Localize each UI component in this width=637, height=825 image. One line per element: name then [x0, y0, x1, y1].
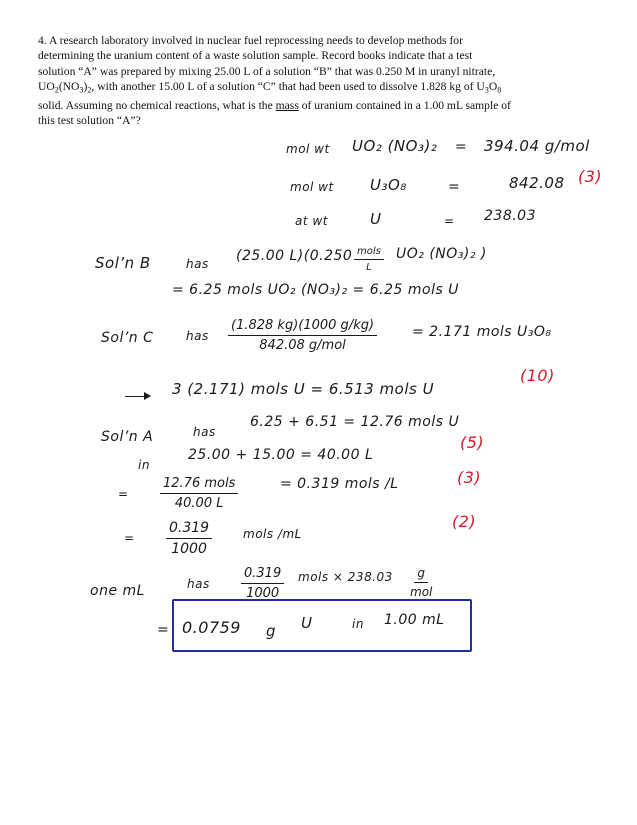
fraction-denominator: 842.08 g/mol	[259, 338, 346, 353]
final-element: U	[301, 614, 313, 632]
work-expression: = 6.25 mols UO₂ (NO₃)₂ = 6.25 mols U	[172, 282, 459, 298]
subscript: 3	[484, 85, 489, 95]
problem-text: )	[83, 80, 88, 94]
problem-line	[38, 79, 604, 98]
work-expression: = 0.319 mols /L	[280, 476, 399, 492]
fraction-denominator: L	[366, 262, 372, 273]
problem-line	[38, 48, 604, 63]
aw-value: 238.03	[484, 208, 536, 224]
work-fraction	[166, 520, 212, 557]
subscript: 2	[87, 85, 92, 95]
equals-sign: =	[455, 139, 468, 155]
equals-sign: =	[448, 179, 461, 195]
points-mark: (2)	[452, 512, 477, 531]
one-ml-label: one mL	[90, 583, 145, 599]
arrow-right-icon	[144, 392, 151, 400]
mw-label: mol wt	[286, 142, 330, 156]
problem-line	[38, 64, 604, 79]
aw-label: at wt	[295, 214, 328, 228]
fraction-denominator: mol	[410, 585, 433, 599]
solution-label: Sol’n A	[101, 429, 154, 445]
subscript: 2	[54, 85, 59, 95]
problem-text: this test solution “A”?	[38, 114, 141, 128]
final-volume: 1.00 mL	[384, 612, 445, 628]
mw-formula: U₃O₈	[370, 176, 407, 194]
solution-label: Sol’n B	[95, 254, 151, 272]
mw-value: 394.04 g/mol	[484, 137, 590, 155]
work-expression: 25.00 + 15.00 = 40.00 L	[188, 447, 374, 463]
equals-sign: =	[444, 214, 455, 228]
fraction-denominator: 1000	[171, 541, 207, 557]
problem-text: of uranium contained in a 1.00 mL sample of	[298, 99, 511, 113]
problem-text: determining the uranium content of a waste solution sample. Record books indicate that a test	[38, 49, 473, 63]
unit-fraction	[354, 246, 384, 273]
problem-text: solid. Assuming no chemical reactions, what is the	[38, 99, 276, 113]
subscript: 3	[79, 85, 84, 95]
solution-label: Sol’n C	[101, 330, 154, 346]
points-mark: (3)	[578, 167, 603, 186]
points-mark: (3)	[457, 468, 482, 487]
in-word: in	[352, 617, 364, 631]
problem-line	[38, 33, 604, 48]
fraction-numerator: 12.76 mols	[160, 476, 238, 494]
work-fraction	[241, 566, 284, 601]
species-formula: UO₂ (NO₃)₂ )	[396, 246, 487, 262]
unit-text: mols /mL	[243, 527, 302, 541]
equals-sign: =	[124, 531, 135, 545]
problem-text: 4. A research laboratory involved in nuclear fuel reprocessing needs to develop methods for	[38, 34, 463, 47]
fraction-numerator: mols	[354, 246, 384, 260]
problem-text: O	[488, 80, 498, 94]
work-expression: 6.25 + 6.51 = 12.76 mols U	[250, 414, 460, 430]
work-expression: = 2.171 mols U₃O₈	[412, 324, 552, 340]
work-fraction	[228, 318, 377, 353]
problem-statement	[38, 33, 604, 129]
equals-sign: =	[118, 487, 129, 501]
problem-line	[38, 113, 604, 128]
fraction-numerator: 0.319	[241, 566, 284, 584]
equals-sign: =	[157, 622, 170, 638]
in-word: in	[138, 458, 150, 472]
subscript: 8	[497, 85, 502, 95]
problem-text: solution “A” was prepared by mixing 25.00 L of a solution “B” that was 0.250 M in uranyl nitrate,	[38, 64, 496, 78]
has-word: has	[186, 257, 209, 271]
has-word: has	[186, 329, 209, 343]
unit-fraction	[410, 566, 432, 599]
final-value: 0.0759	[182, 618, 241, 637]
final-unit: g	[266, 622, 277, 640]
fraction-numerator: 0.319	[166, 520, 212, 539]
work-fraction	[160, 476, 238, 511]
points-mark: (5)	[460, 433, 485, 452]
problem-text: (NO	[58, 80, 80, 94]
fraction-denominator: 1000	[246, 586, 280, 601]
mw-value: 842.08	[509, 174, 565, 192]
work-expression: 3 (2.171) mols U = 6.513 mols U	[172, 380, 435, 398]
mw-formula: UO₂ (NO₃)₂	[352, 137, 438, 155]
fraction-numerator: (1.828 kg)(1000 g/kg)	[228, 318, 377, 336]
problem-text: , with another 15.00 L of a solution “C” that had been used to dissolve 1.828 kg of U	[91, 80, 485, 94]
underlined-word: mass	[275, 99, 299, 113]
mw-label: mol wt	[290, 180, 334, 194]
work-expression: mols × 238.03	[298, 570, 393, 584]
fraction-numerator: g	[414, 566, 428, 583]
fraction-denominator: 40.00 L	[174, 496, 224, 511]
problem-text: UO	[38, 80, 55, 94]
has-word: has	[193, 425, 216, 439]
aw-symbol: U	[370, 210, 382, 228]
has-word: has	[187, 577, 210, 591]
problem-line	[38, 98, 604, 113]
work-expression: (25.00 L)(0.250	[236, 248, 353, 264]
points-mark: (10)	[520, 366, 555, 385]
